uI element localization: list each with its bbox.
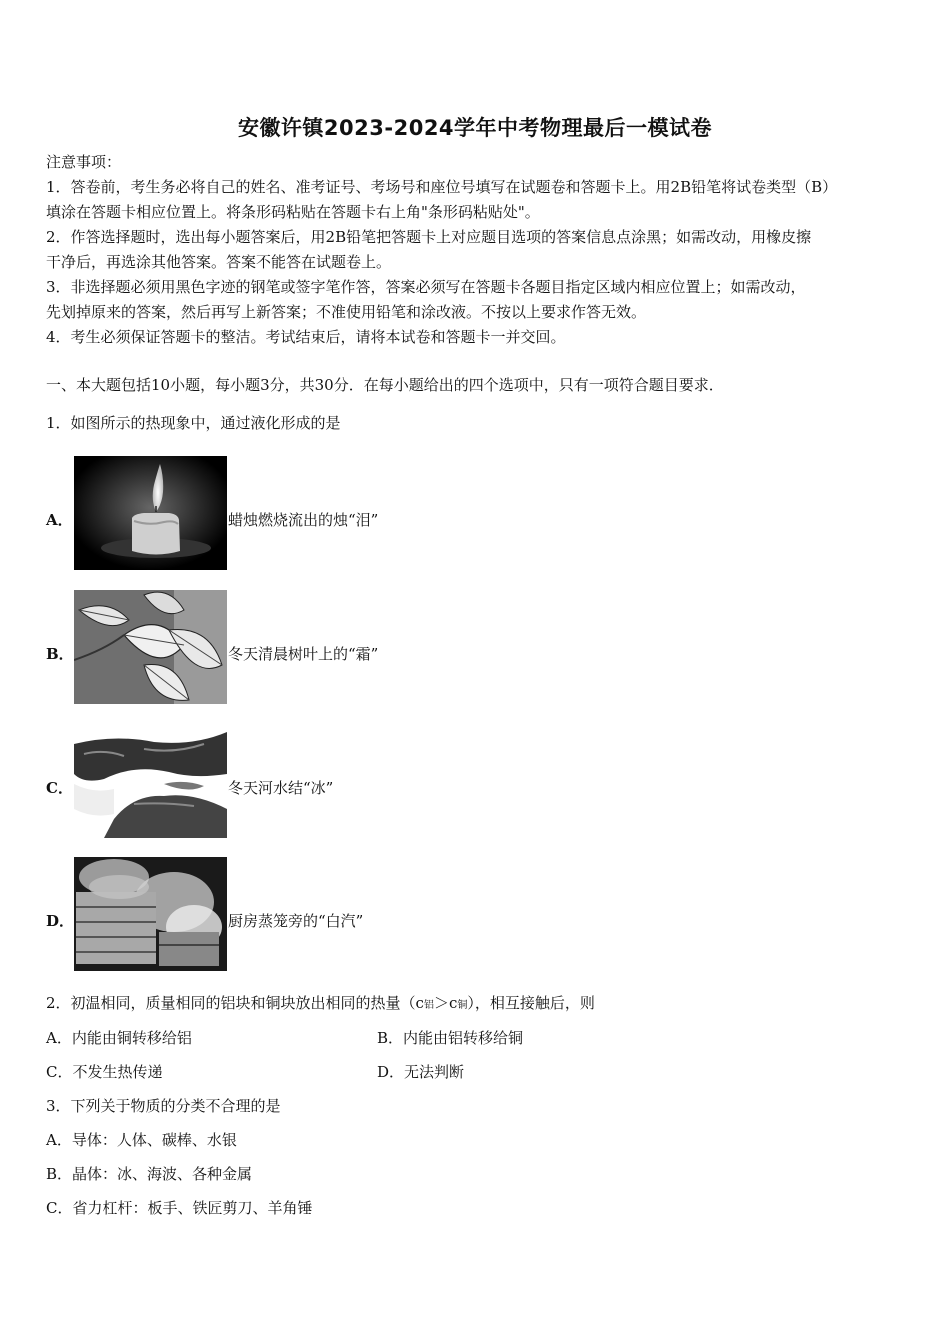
q3-option-a: A．导体：人体、碳棒、水银 xyxy=(46,1131,237,1149)
q2-subscript-cu: 铜 xyxy=(457,1000,468,1011)
option-text: 厨房蒸笼旁的“白汽” xyxy=(228,912,364,930)
section-heading: 一、本大题包括10小题，每小题3分，共30分．在每小题给出的四个选项中，只有一项符合题目要求． xyxy=(46,376,724,394)
option-letter: B． xyxy=(46,645,74,663)
q3-option-c: C．省力杠杆：板手、铁匠剪刀、羊角锤 xyxy=(46,1199,313,1217)
option-text: 冬天清晨树叶上的“霜” xyxy=(228,645,379,663)
q2-option-a: A．内能由铜转移给铝 xyxy=(46,1029,192,1047)
question-2-stem xyxy=(46,991,906,1018)
notice-block xyxy=(46,150,906,350)
notice-line: 3．非选择题必须用黑色字迹的钢笔或签字笔作答，答案必须写在答题卡各题目指定区域内相应位置上；如需改动， xyxy=(46,278,806,296)
notice-heading: 注意事项： xyxy=(46,153,122,171)
q2-option-b: B．内能由铝转移给铜 xyxy=(377,1029,524,1047)
option-letter: D． xyxy=(46,912,75,930)
q2-stem-part: ），相互接触后，则 xyxy=(467,994,595,1012)
option-text: 蜡烛燃烧流出的烛“泪” xyxy=(228,511,379,529)
steamer-illustration xyxy=(74,857,227,971)
question-1-stem: 1．如图所示的热现象中，通过液化形成的是 xyxy=(46,414,341,432)
notice-line: 1．答卷前，考生务必将自己的姓名、准考证号、考场号和座位号填写在试题卷和答题卡上。用2B铅笔将试卷类型（B） xyxy=(46,178,838,196)
notice-line: 填涂在答题卡相应位置上。将条形码粘贴在答题卡右上角"条形码粘贴处"。 xyxy=(46,203,540,221)
candle-photo xyxy=(74,456,227,570)
frost-leaves-photo xyxy=(74,590,227,704)
steamer-photo xyxy=(74,857,227,971)
frozen-river-photo xyxy=(74,724,227,838)
q3-option-b: B．晶体：冰、海波、各种金属 xyxy=(46,1165,253,1183)
q1-option-b xyxy=(46,590,646,706)
page-title: 安徽许镇2023-2024学年中考物理最后一模试卷 xyxy=(237,116,713,140)
frost-leaves-illustration xyxy=(74,590,227,704)
q1-option-a xyxy=(46,456,646,572)
q2-options-row xyxy=(46,1061,906,1082)
notice-line: 先划掉原来的答案，然后再写上新答案；不准使用铅笔和涂改液。不按以上要求作答无效。 xyxy=(46,303,647,321)
notice-line: 干净后，再选涂其他答案。答案不能答在试题卷上。 xyxy=(46,253,392,271)
notice-line: 2．作答选择题时，选出每小题答案后，用2B铅笔把答题卡上对应题目选项的答案信息点涂黑；如需改动，用橡皮擦 xyxy=(46,228,812,246)
candle-illustration xyxy=(74,456,227,570)
notice-line: 4．考生必须保证答题卡的整洁。考试结束后，请将本试卷和答题卡一并交回。 xyxy=(46,328,566,346)
question-3-stem: 3．下列关于物质的分类不合理的是 xyxy=(46,1097,281,1115)
q1-option-d xyxy=(46,857,646,973)
option-letter: A． xyxy=(46,511,73,529)
q2-stem-part: ＞c xyxy=(433,994,458,1012)
q2-option-d: D．无法判断 xyxy=(377,1063,465,1081)
q2-option-c: C．不发生热传递 xyxy=(46,1063,163,1081)
frozen-river-illustration xyxy=(74,724,227,838)
option-letter: C． xyxy=(46,779,73,797)
option-text: 冬天河水结“冰” xyxy=(228,779,334,797)
q2-stem-part: 2．初温相同，质量相同的铝块和铜块放出相同的热量（c xyxy=(46,994,424,1012)
q2-options-row xyxy=(46,1027,906,1048)
q1-option-c xyxy=(46,724,646,840)
q2-subscript-al: 铝 xyxy=(423,1000,434,1011)
